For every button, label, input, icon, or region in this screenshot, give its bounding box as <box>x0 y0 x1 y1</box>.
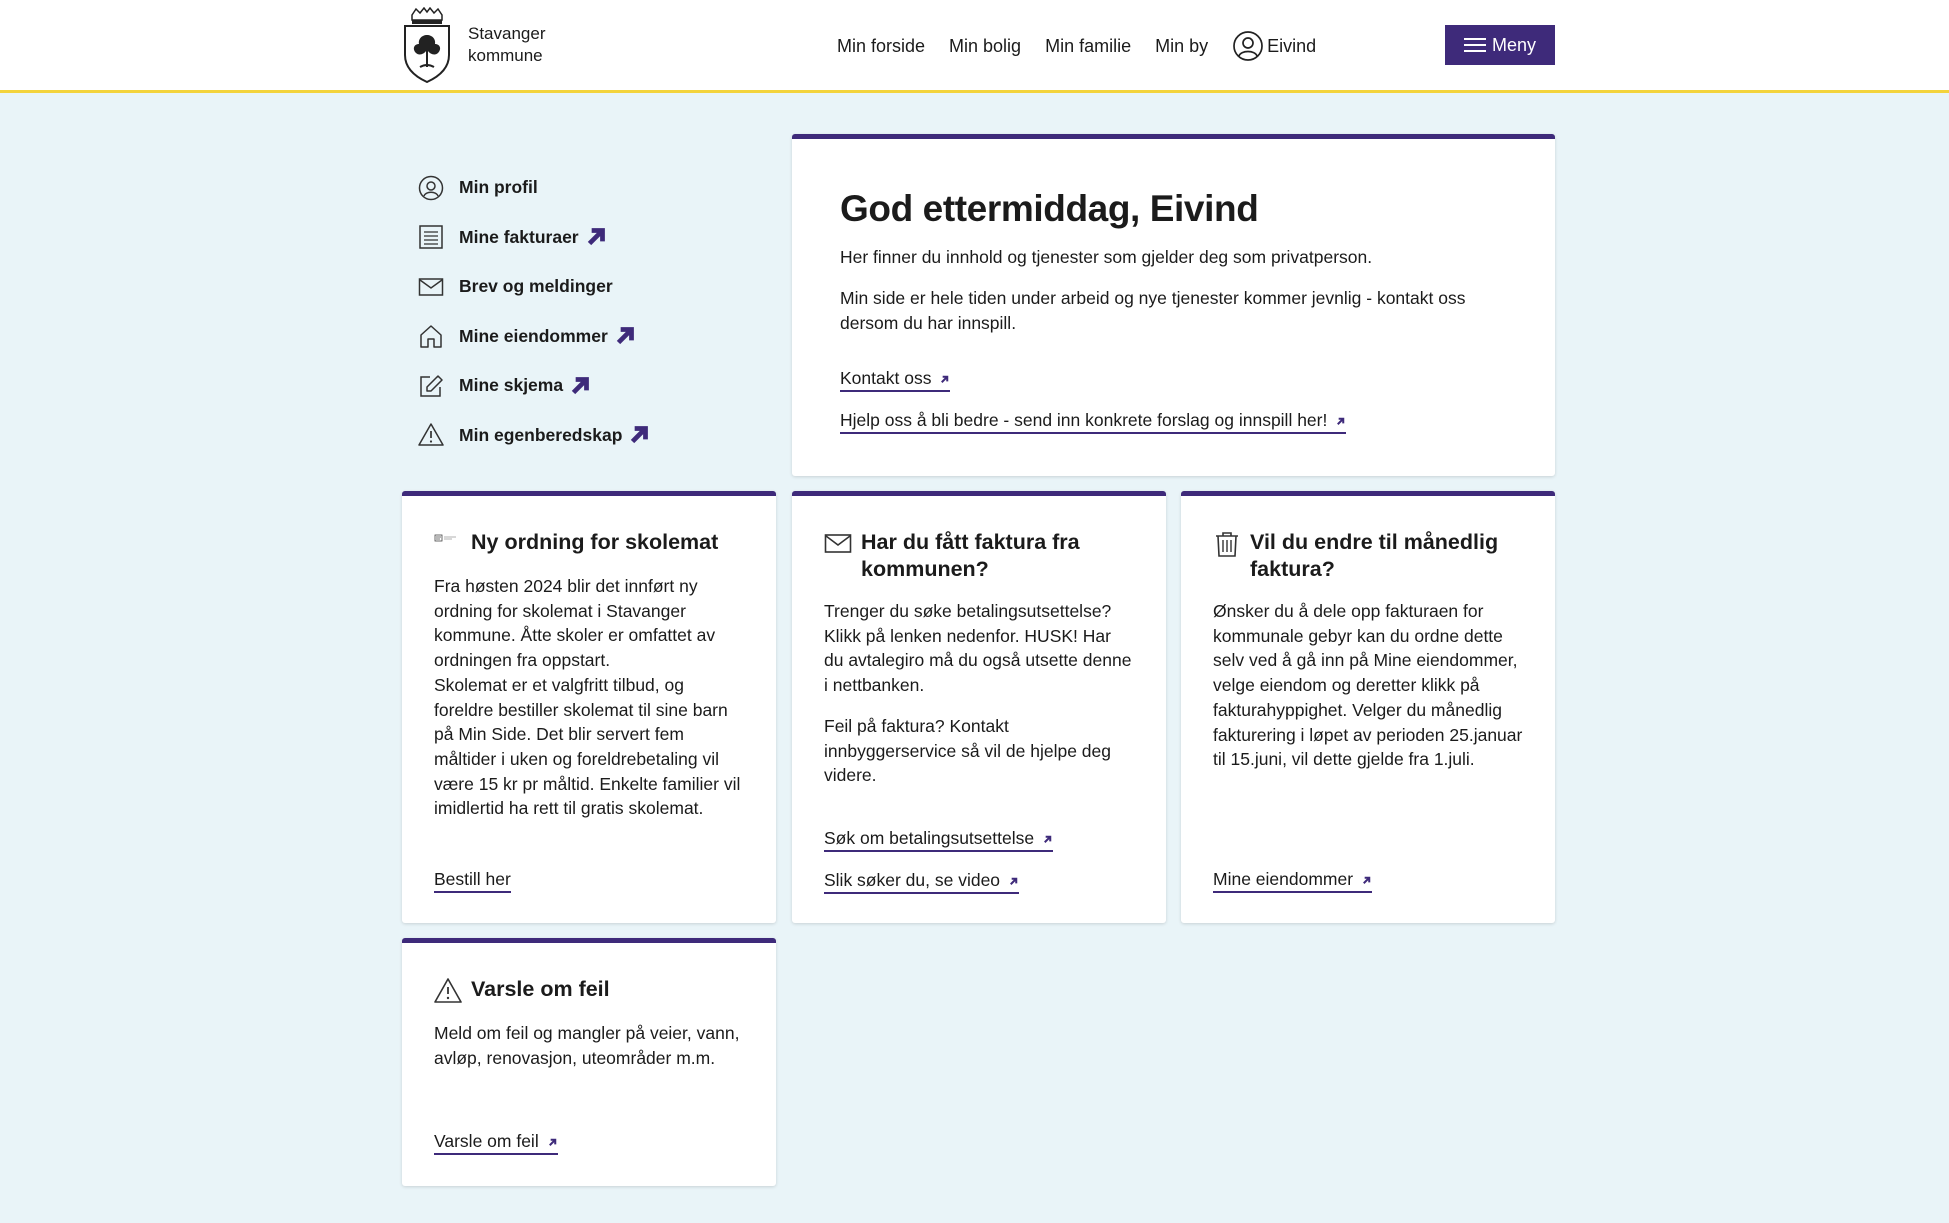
nav-min-familie[interactable]: Min familie <box>1045 36 1132 56</box>
warning-icon <box>418 422 444 448</box>
menu-button[interactable] <box>1445 25 1555 65</box>
report-error-card <box>402 938 776 1186</box>
school-meal-image-icon <box>434 530 462 558</box>
user-icon <box>418 175 444 201</box>
external-link-icon <box>612 323 638 349</box>
sidebar-item-brev-og-meldinger[interactable] <box>418 262 667 312</box>
card-title: Vil du endre til månedlig faktura? <box>1250 530 1499 581</box>
nav-min-by[interactable]: Min by <box>1155 36 1209 56</box>
school-meal-card <box>402 491 776 923</box>
sidebar-item-label: Min egenberedskap <box>459 424 623 445</box>
report-error-label: Varsle om feil <box>434 1131 539 1151</box>
envelope-icon <box>418 274 444 300</box>
report-error-link[interactable] <box>434 1129 558 1155</box>
card-text: Feil på faktura? Kontakt innbyggerservice så vil de hjelpe deg videre. <box>824 715 1111 786</box>
sidebar-item-min-profil[interactable] <box>418 163 667 213</box>
welcome-info: Min side er hele tiden under arbeid og nye tjenester kommer jevnlig - kontakt oss dersom du har innspill. <box>840 288 1466 333</box>
order-link[interactable]: Bestill her <box>434 867 511 893</box>
logo[interactable] <box>402 7 546 83</box>
sidebar-item-label: Mine skjema <box>459 375 564 396</box>
sidebar-item-label: Min profil <box>459 177 538 198</box>
card-text: Meld om feil og mangler på veier, vann, avløp, renovasjon, uteområder m.m. <box>434 1023 740 1068</box>
external-link-icon <box>626 422 652 448</box>
welcome-intro: Her finner du innhold og tjenester som gjelder deg som privatperson. <box>840 247 1373 267</box>
document-icon <box>418 224 444 250</box>
card-text: Skolemat er et valgfritt tilbud, og foreldre bestiller skolemat til sine barn på Min Side. Det blir servert fem måltider i uken og foreldrebetaling vil være 15 kr pr måltid. Enkelte familier vil imidlertid ha rett til gratis skolemat. <box>434 674 741 819</box>
top-navigation <box>837 30 1316 62</box>
nav-min-bolig[interactable]: Min bolig <box>949 36 1022 56</box>
external-link-icon <box>1361 875 1372 886</box>
card-text: Ønsker du å dele opp fakturaen for kommunale gebyr kan du ordne dette selv ved å gå inn på Mine eiendommer, velge eiendom og deretter klikk på fakturahyppighet. Velger du månedlig fakturering i løpet av perioden 25.januar til 15.juni, vil dette gjelde fra 1.juli. <box>1213 601 1523 770</box>
payment-deferral-label: Søk om betalingsutsettelse <box>824 828 1035 848</box>
sidebar-item-label: Mine fakturaer <box>459 226 579 247</box>
warning-icon <box>434 977 462 1005</box>
sidebar-item-min-egenberedskap[interactable] <box>418 411 667 461</box>
card-text: Fra høsten 2024 blir det innført ny ordning for skolemat i Stavanger kommune. Åtte skoler er omfattet av ordningen fra oppstart. <box>434 576 716 671</box>
external-link-icon <box>1042 834 1053 845</box>
invoice-card <box>792 491 1166 923</box>
page-title: God ettermiddag, Eivind <box>840 188 1259 229</box>
monthly-invoice-card <box>1181 491 1555 923</box>
contact-us-link[interactable] <box>840 366 950 392</box>
payment-deferral-link[interactable] <box>824 826 1053 852</box>
video-guide-link[interactable] <box>824 868 1019 894</box>
card-text: Trenger du søke betalingsutsettelse? Klikk på lenken nedenfor. HUSK! Har du avtalegiro må du også utsette denne i nettbanken. <box>824 601 1132 696</box>
sidebar-item-mine-fakturaer[interactable] <box>418 213 667 263</box>
user-name: Eivind <box>1267 36 1317 56</box>
logo-line2: kommune <box>468 46 543 65</box>
external-link-icon <box>547 1137 558 1148</box>
logo-line1: Stavanger <box>468 24 546 43</box>
edit-icon <box>418 373 444 399</box>
hamburger-icon <box>1464 37 1486 53</box>
sidebar-item-mine-skjema[interactable] <box>418 361 667 411</box>
card-title: Har du fått faktura fra kommunen? <box>861 530 1080 581</box>
site-header <box>0 0 1949 93</box>
external-link-icon <box>1335 416 1346 427</box>
nav-min-forside[interactable]: Min forside <box>837 36 926 56</box>
sidebar-item-mine-eiendommer[interactable] <box>418 312 667 362</box>
side-navigation <box>418 163 667 460</box>
external-link-icon <box>1008 876 1019 887</box>
menu-label: Meny <box>1491 34 1536 55</box>
sidebar-item-label: Brev og meldinger <box>459 276 613 297</box>
user-icon <box>1232 30 1264 62</box>
feedback-link[interactable] <box>840 408 1346 434</box>
envelope-icon <box>824 530 852 558</box>
contact-us-label: Kontakt oss <box>840 368 932 388</box>
my-properties-link[interactable] <box>1213 867 1372 893</box>
external-link-icon <box>939 374 950 385</box>
my-properties-label: Mine eiendommer <box>1213 869 1354 889</box>
sidebar-item-label: Mine eiendommer <box>459 325 608 346</box>
card-title: Varsle om feil <box>471 977 610 1001</box>
coat-of-arms-icon <box>402 7 452 83</box>
user-profile-link[interactable] <box>1232 30 1316 62</box>
external-link-icon <box>583 224 609 250</box>
house-icon <box>418 323 444 349</box>
trash-icon <box>1213 530 1241 558</box>
card-title: Ny ordning for skolemat <box>471 530 719 554</box>
feedback-label: Hjelp oss å bli bedre - send inn konkrete forslag og innspill her! <box>840 410 1328 430</box>
welcome-card <box>792 134 1555 476</box>
video-guide-label: Slik søker du, se video <box>824 870 1001 890</box>
external-link-icon <box>567 373 593 399</box>
